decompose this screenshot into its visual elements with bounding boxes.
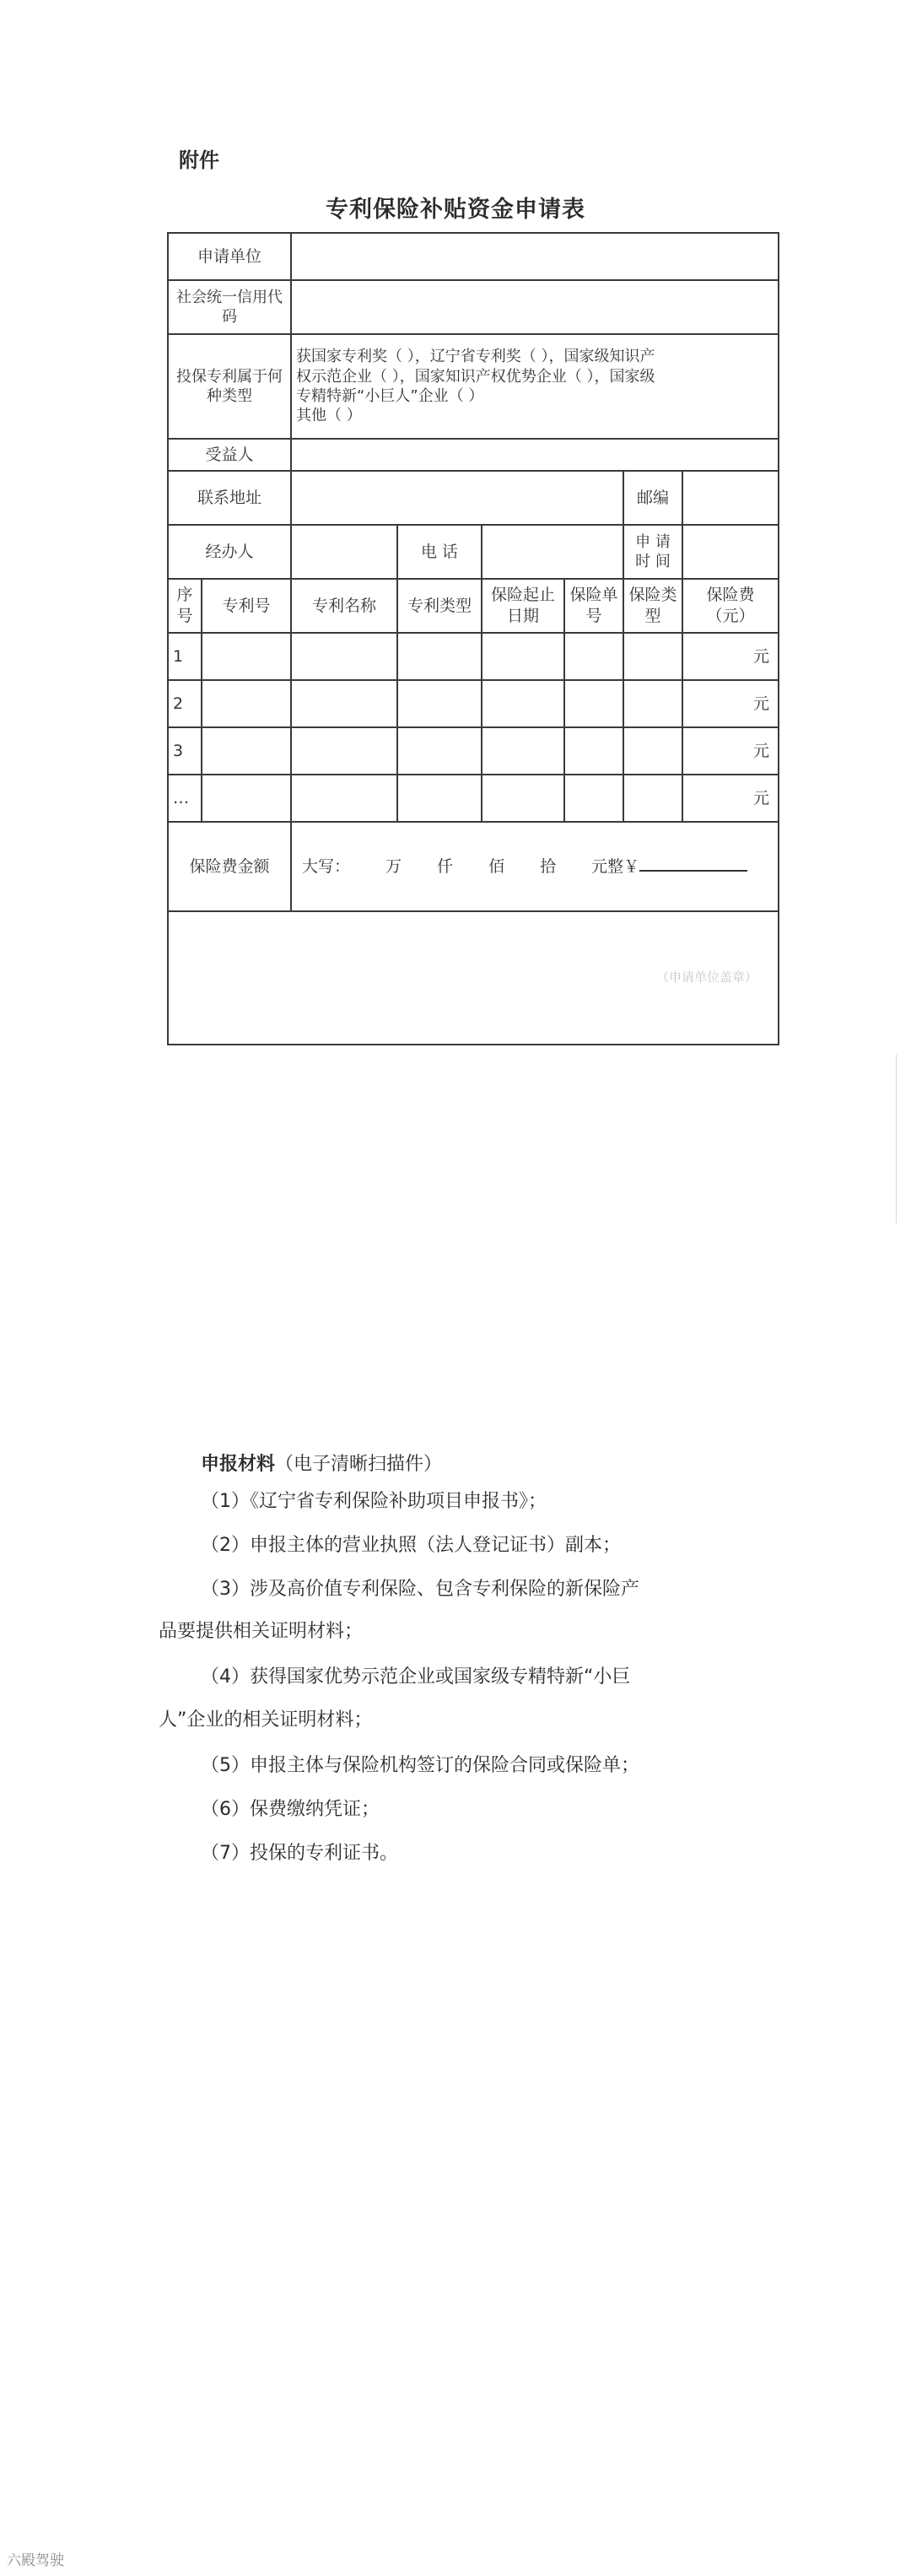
insurance-period-cell[interactable] [482,680,564,727]
row-number: 1 [168,633,202,680]
insurance-type-cell[interactable] [623,680,682,727]
patent-type-cell[interactable] [397,633,482,680]
premium-total-row [168,822,779,911]
beneficiary-field[interactable] [291,439,779,471]
materials-item-text: （4）获得国家优势示范企业或国家级专精特新“小巨 [201,1666,631,1688]
column-header: 专利名称 [291,579,397,633]
table-row [168,727,779,775]
patent-type-cell[interactable] [397,727,482,775]
materials-item [159,1796,766,1823]
patent-type-option-line: 获国家专利奖（ ），辽宁省专利奖（ ），国家级知识产 [296,348,655,366]
materials-item [159,1532,766,1559]
patent-type-option-line: 专精特新“小巨人”企业（ ） [296,387,484,405]
materials-item [159,1488,766,1515]
materials-title-note: （电子清晰扫描件） [275,1454,443,1475]
policy-number-cell[interactable] [564,727,623,775]
patent-type-option-line: 权示范企业（ ），国家知识产权优势企业（ ），国家级 [296,367,655,386]
materials-item [159,1664,766,1691]
patent-name-cell[interactable] [291,680,397,727]
amount-qian-label: 仟 [437,856,454,876]
table-row [168,775,779,822]
materials-item [159,1752,766,1779]
patent-type-label: 投保专利属于何种类型 [168,334,291,439]
row-number: 3 [168,727,202,775]
policy-number-cell[interactable] [564,680,623,727]
column-header: 保险费（元） [682,579,779,633]
amount-yuan-label: 元整￥ [591,856,640,876]
premium-total-label: 保险费金额 [168,822,291,911]
operator-row [168,525,779,579]
address-field[interactable] [291,471,623,525]
amount-bai-label: 佰 [488,856,505,876]
operator-field[interactable] [291,525,397,579]
scan-edge-line [896,1055,897,1223]
column-header: 专利号 [202,579,291,633]
amount-blank-line[interactable] [639,870,747,872]
patent-type-cell[interactable] [397,775,482,822]
phone-label: 电 话 [397,525,482,579]
premium-cell[interactable]: 元 [682,633,779,680]
insurance-type-cell[interactable] [623,727,682,775]
credit-code-field[interactable] [291,280,779,334]
beneficiary-row [168,439,779,471]
address-row [168,471,779,525]
materials-item-text: （1）《辽宁省专利保险补助项目申报书》； [201,1491,547,1512]
policy-number-cell[interactable] [564,633,623,680]
column-header: 保险类型 [623,579,682,633]
amount-wan-label: 万 [385,856,402,876]
materials-item [159,1707,766,1734]
column-header: 保险单号 [564,579,623,633]
credit-code-label: 社会统一信用代码 [168,280,291,334]
patent-type-cell[interactable] [397,680,482,727]
address-label: 联系地址 [168,471,291,525]
premium-cell[interactable]: 元 [682,727,779,775]
column-header: 序号 [168,579,202,633]
materials-item-text: （2）申报主体的营业执照（法人登记证书）副本； [201,1535,621,1556]
application-form-table [167,232,779,1045]
insurance-period-cell[interactable] [482,633,564,680]
beneficiary-label: 受益人 [168,439,291,471]
attachment-label: 附件 [179,149,219,172]
column-header: 专利类型 [397,579,482,633]
table-header-row [168,579,779,633]
materials-title [201,1450,442,1476]
premium-cell[interactable]: 元 [682,775,779,822]
materials-item [159,1840,766,1867]
materials-item-text: （6）保费缴纳凭证； [201,1799,380,1820]
materials-item-text: 品要提供相关证明材料； [159,1621,364,1642]
materials-item [159,1618,766,1645]
patent-number-cell[interactable] [202,727,291,775]
materials-item-text: 人”企业的相关证明材料； [159,1709,373,1731]
credit-code-row [168,280,779,334]
patent-type-options[interactable] [291,334,779,439]
phone-field[interactable] [482,525,623,579]
patent-number-cell[interactable] [202,775,291,822]
operator-label: 经办人 [168,525,291,579]
amount-shi-label: 拾 [540,856,557,876]
apply-time-field[interactable] [682,525,779,579]
applicant-field[interactable] [291,233,779,280]
apply-time-label: 申 请时 间 [623,525,682,579]
applicant-row [168,233,779,280]
patent-name-cell[interactable] [291,775,397,822]
policy-number-cell[interactable] [564,775,623,822]
stamp-area: （申请单位盖章） [168,911,779,1045]
insurance-type-cell[interactable] [623,775,682,822]
postcode-label: 邮编 [623,471,682,525]
row-number: … [168,775,202,822]
premium-cell[interactable]: 元 [682,680,779,727]
materials-item-text: （3）涉及高价值专利保险、包含专利保险的新保险产 [201,1579,639,1600]
insurance-period-cell[interactable] [482,775,564,822]
patent-name-cell[interactable] [291,633,397,680]
patent-number-cell[interactable] [202,680,291,727]
patent-number-cell[interactable] [202,633,291,680]
table-row [168,633,779,680]
insurance-period-cell[interactable] [482,727,564,775]
row-number: 2 [168,680,202,727]
patent-type-option-line: 其他（ ） [296,407,362,425]
stamp-row [168,911,779,1045]
document-title: 专利保险补贴资金申请表 [326,197,585,223]
amount-capital-label: 大写： [302,856,351,876]
insurance-type-cell[interactable] [623,633,682,680]
materials-item-text: （5）申报主体与保险机构签订的保险合同或保险单； [201,1755,639,1776]
premium-amount-field[interactable] [291,822,779,911]
column-header: 保险起止日期 [482,579,564,633]
watermark: 六殿驾驶 [7,2552,64,2569]
materials-item [159,1576,766,1603]
materials-title-bold: 申报材料 [201,1454,276,1475]
table-row [168,680,779,727]
materials-item-text: （7）投保的专利证书。 [201,1843,398,1864]
postcode-field[interactable] [682,471,779,525]
patent-type-row [168,334,779,439]
applicant-label: 申请单位 [168,233,291,280]
patent-name-cell[interactable] [291,727,397,775]
